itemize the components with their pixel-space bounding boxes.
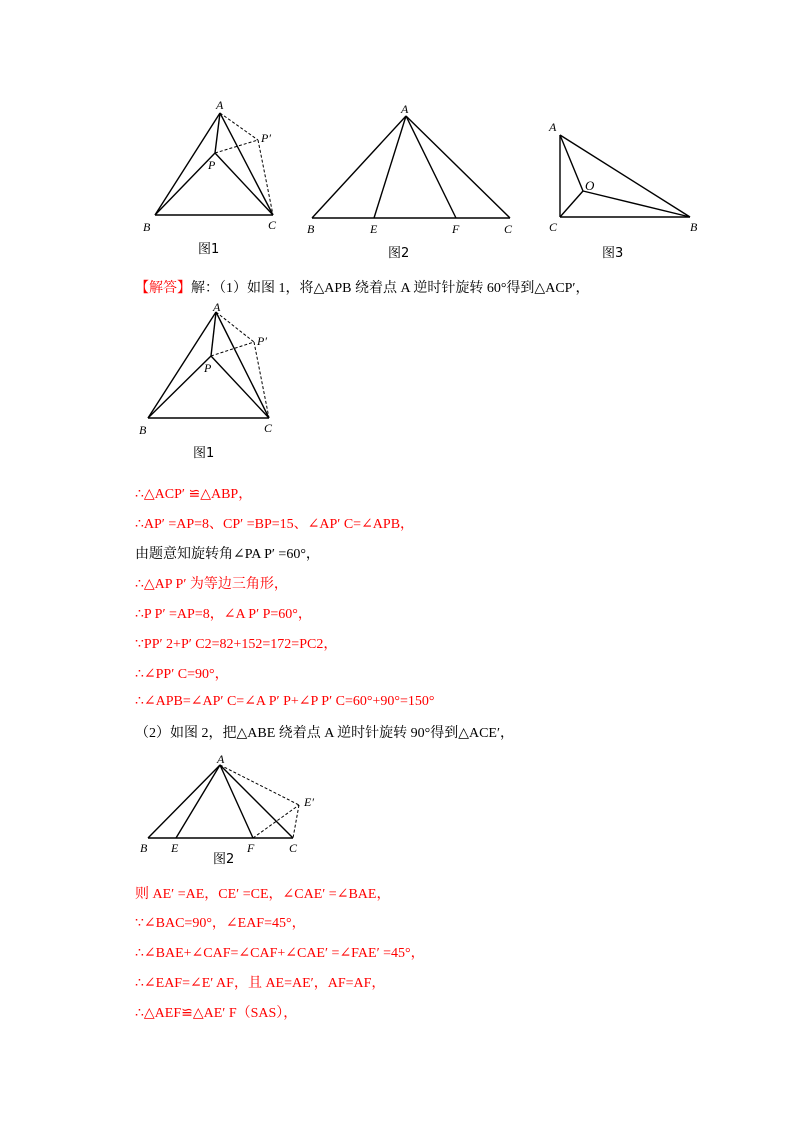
proof-line-2: ∴AP′ =AP=8、CP′ =BP=15、∠AP′ C=∠APB， [135, 517, 415, 532]
proof-line-13: ∴∠EAF=∠E′ AF，且 AE=AE′，AF=AF， [135, 976, 386, 991]
proof-line-14: ∴△AEF≌△AE′ F（SAS）， [135, 1006, 298, 1021]
proof-line-10: 则 AE′ =AE，CE′ =CE，∠CAE′ =∠BAE， [135, 887, 391, 902]
label-b: B [139, 423, 147, 437]
proof-line-1: ∴△ACP′ ≌△ABP， [135, 487, 253, 502]
answer-tag: 【解答】 [135, 281, 191, 296]
label-b: B [690, 220, 698, 234]
answer-intro [135, 277, 590, 297]
label-b: B [140, 841, 148, 855]
label-b: B [143, 220, 151, 234]
figure-2-top-caption: 图2 [388, 246, 410, 261]
figure-1-mid [136, 300, 291, 445]
label-b: B [307, 222, 315, 236]
label-p-prime: P′ [257, 334, 267, 348]
proof-line-3: 由题意知旋转角∠PA P′ =60°， [135, 547, 320, 562]
proof-line-8: ∴∠APB=∠AP′ C=∠A P′ P+∠P P′ C=60°+90°=150° [135, 694, 435, 709]
proof-line-7: ∴∠PP′ C=90°， [135, 667, 229, 682]
figure-3-top-caption: 图3 [602, 246, 624, 261]
label-p: P [208, 158, 216, 172]
label-e: E [370, 222, 378, 236]
label-a: A [213, 300, 221, 314]
proof-line-6: ∵PP′ 2+P′ C2=82+152=172=PC2， [135, 637, 338, 652]
proof-line-9: （2）如图 2，把△ABE 绕着点 A 逆时针旋转 90°得到△ACE′， [135, 726, 515, 741]
figure-1-mid-caption: 图1 [193, 446, 215, 461]
label-c: C [549, 220, 558, 234]
figure-2-top [305, 100, 520, 240]
proof-line-5: ∴P P′ =AP=8，∠A P′ P=60°， [135, 607, 312, 622]
label-f: F [452, 222, 460, 236]
figure-3-top [545, 115, 710, 240]
label-a: A [217, 752, 225, 766]
proof-line-11: ∵∠BAC=90°，∠EAF=45°， [135, 916, 306, 931]
label-a: A [401, 102, 409, 116]
proof-line-12: ∴∠BAE+∠CAF=∠CAF+∠CAE′ =∠FAE′ =45°， [135, 946, 425, 961]
label-p: P [204, 361, 212, 375]
figure-1-top-caption: 图1 [198, 242, 220, 257]
figure-2-bottom-caption: 图2 [213, 852, 235, 867]
label-c: C [264, 421, 273, 435]
label-a: A [549, 120, 557, 134]
label-p-prime: P′ [261, 131, 271, 145]
answer-intro-text: 解：（1）如图 1，将△APB 绕着点 A 逆时针旋转 60°得到△ACP′， [191, 281, 590, 296]
label-c: C [289, 841, 298, 855]
label-c: C [268, 218, 277, 232]
label-e: E [171, 841, 179, 855]
label-o: O [585, 178, 595, 193]
label-f: F [247, 841, 255, 855]
label-c: C [504, 222, 513, 236]
label-a: A [216, 98, 224, 112]
label-e-prime: E′ [304, 795, 314, 809]
proof-line-4: ∴△AP P′ 为等边三角形， [135, 577, 288, 592]
